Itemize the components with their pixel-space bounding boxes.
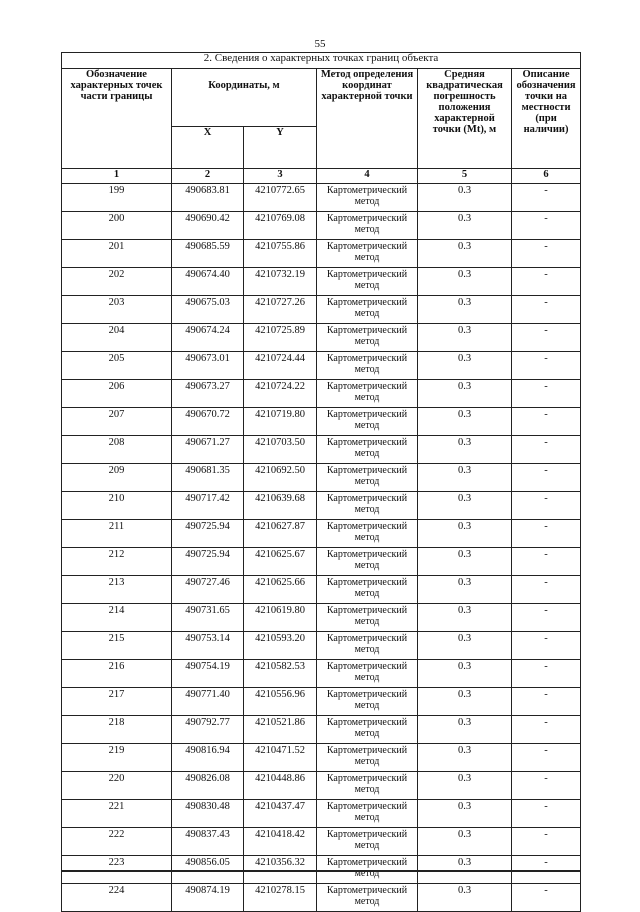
cell-y: 4210448.86: [244, 772, 317, 800]
cell-description: -: [512, 268, 581, 296]
cell-error: 0.3: [418, 604, 512, 632]
table-caption: 2. Сведения о характерных точках границ объекта: [62, 53, 581, 69]
cell-description: -: [512, 800, 581, 828]
table-row: [62, 800, 581, 828]
column-number: 5: [418, 169, 512, 184]
cell-error: 0.3: [418, 800, 512, 828]
cell-y: 4210772.65: [244, 184, 317, 212]
cell-x: 490731.65: [172, 604, 244, 632]
cell-point: 210: [62, 492, 172, 520]
cell-description: -: [512, 604, 581, 632]
cell-description: -: [512, 688, 581, 716]
cell-y: 4210724.44: [244, 352, 317, 380]
table-row: [62, 604, 581, 632]
cell-x: 490673.01: [172, 352, 244, 380]
cell-description: -: [512, 884, 581, 912]
cell-description: -: [512, 828, 581, 856]
cell-x: 490685.59: [172, 240, 244, 268]
cell-x: 490753.14: [172, 632, 244, 660]
table-row: [62, 660, 581, 688]
cell-method: Картометрический метод: [317, 184, 418, 212]
cell-method: Картометрический метод: [317, 604, 418, 632]
cell-y: 4210703.50: [244, 436, 317, 464]
cell-method: Картометрический метод: [317, 324, 418, 352]
cell-x: 490674.40: [172, 268, 244, 296]
cell-error: 0.3: [418, 716, 512, 744]
cell-y: 4210719.80: [244, 408, 317, 436]
cell-y: 4210418.42: [244, 828, 317, 856]
cell-error: 0.3: [418, 772, 512, 800]
cell-method: Картометрический метод: [317, 856, 418, 884]
cell-error: 0.3: [418, 296, 512, 324]
cell-method: Картометрический метод: [317, 800, 418, 828]
cell-error: 0.3: [418, 324, 512, 352]
cell-x: 490681.35: [172, 464, 244, 492]
table-row: [62, 828, 581, 856]
cell-y: 4210521.86: [244, 716, 317, 744]
cell-x: 490670.72: [172, 408, 244, 436]
cell-error: 0.3: [418, 632, 512, 660]
cell-method: Картометрический метод: [317, 380, 418, 408]
cell-point: 200: [62, 212, 172, 240]
cell-error: 0.3: [418, 268, 512, 296]
cell-point: 222: [62, 828, 172, 856]
cell-x: 490856.05: [172, 856, 244, 884]
cell-error: 0.3: [418, 184, 512, 212]
cell-method: Картометрический метод: [317, 240, 418, 268]
cell-y: 4210593.20: [244, 632, 317, 660]
cell-x: 490792.77: [172, 716, 244, 744]
table-row: [62, 380, 581, 408]
cell-y: 4210732.19: [244, 268, 317, 296]
cell-description: -: [512, 576, 581, 604]
table-body: [62, 184, 581, 912]
cell-error: 0.3: [418, 548, 512, 576]
cell-x: 490673.27: [172, 380, 244, 408]
header-error: Средняя квадратическая погрешность положения характерной точки (Mt), м: [418, 69, 512, 169]
cell-y: 4210727.26: [244, 296, 317, 324]
cell-error: 0.3: [418, 240, 512, 268]
cell-error: 0.3: [418, 884, 512, 912]
cell-x: 490826.08: [172, 772, 244, 800]
cell-point: 220: [62, 772, 172, 800]
cell-method: Картометрический метод: [317, 744, 418, 772]
cell-description: -: [512, 744, 581, 772]
header-method: Метод определения координат характерной точки: [317, 69, 418, 169]
cell-x: 490816.94: [172, 744, 244, 772]
cell-point: 217: [62, 688, 172, 716]
cell-point: 201: [62, 240, 172, 268]
cell-point: 199: [62, 184, 172, 212]
column-number: 3: [244, 169, 317, 184]
cell-y: 4210437.47: [244, 800, 317, 828]
cell-point: 215: [62, 632, 172, 660]
cell-y: 4210619.80: [244, 604, 317, 632]
cell-x: 490690.42: [172, 212, 244, 240]
cell-x: 490754.19: [172, 660, 244, 688]
header-coords: Координаты, м: [172, 69, 317, 127]
cell-description: -: [512, 408, 581, 436]
cell-description: -: [512, 324, 581, 352]
table-row: [62, 520, 581, 548]
cell-point: 216: [62, 660, 172, 688]
cell-y: 4210356.32: [244, 856, 317, 884]
cell-y: 4210556.96: [244, 688, 317, 716]
cell-error: 0.3: [418, 436, 512, 464]
cell-x: 490683.81: [172, 184, 244, 212]
cell-y: 4210755.86: [244, 240, 317, 268]
cell-error: 0.3: [418, 744, 512, 772]
cell-point: 207: [62, 408, 172, 436]
table-row: [62, 352, 581, 380]
cell-point: 211: [62, 520, 172, 548]
cell-error: 0.3: [418, 520, 512, 548]
cell-error: 0.3: [418, 576, 512, 604]
table-row: [62, 632, 581, 660]
cell-point: 219: [62, 744, 172, 772]
cell-y: 4210582.53: [244, 660, 317, 688]
cell-method: Картометрический метод: [317, 212, 418, 240]
cell-method: Картометрический метод: [317, 352, 418, 380]
cell-y: 4210625.67: [244, 548, 317, 576]
cell-y: 4210278.15: [244, 884, 317, 912]
cell-description: -: [512, 380, 581, 408]
table-row: [62, 296, 581, 324]
cell-description: -: [512, 548, 581, 576]
cell-description: -: [512, 212, 581, 240]
cell-method: Картометрический метод: [317, 576, 418, 604]
cell-point: 223: [62, 856, 172, 884]
cell-x: 490727.46: [172, 576, 244, 604]
column-number: 2: [172, 169, 244, 184]
cell-error: 0.3: [418, 660, 512, 688]
cell-description: -: [512, 632, 581, 660]
cell-y: 4210639.68: [244, 492, 317, 520]
table-row: [62, 688, 581, 716]
cell-point: 202: [62, 268, 172, 296]
cell-x: 490830.48: [172, 800, 244, 828]
cell-error: 0.3: [418, 212, 512, 240]
cell-point: 218: [62, 716, 172, 744]
table-row: [62, 436, 581, 464]
cell-description: -: [512, 520, 581, 548]
cell-description: -: [512, 184, 581, 212]
cell-method: Картометрический метод: [317, 884, 418, 912]
cell-point: 204: [62, 324, 172, 352]
cell-point: 224: [62, 884, 172, 912]
cell-x: 490717.42: [172, 492, 244, 520]
cell-point: 213: [62, 576, 172, 604]
cell-description: -: [512, 716, 581, 744]
cell-method: Картометрический метод: [317, 464, 418, 492]
cell-method: Картометрический метод: [317, 436, 418, 464]
table-row: [62, 576, 581, 604]
cell-y: 4210627.87: [244, 520, 317, 548]
cell-error: 0.3: [418, 688, 512, 716]
cell-error: 0.3: [418, 352, 512, 380]
table-row: [62, 884, 581, 912]
cell-method: Картометрический метод: [317, 660, 418, 688]
cell-method: Картометрический метод: [317, 268, 418, 296]
cell-x: 490671.27: [172, 436, 244, 464]
table-row: [62, 324, 581, 352]
cell-point: 221: [62, 800, 172, 828]
cell-method: Картометрический метод: [317, 492, 418, 520]
cell-method: Картометрический метод: [317, 632, 418, 660]
cell-method: Картометрический метод: [317, 716, 418, 744]
cell-point: 208: [62, 436, 172, 464]
cell-method: Картометрический метод: [317, 772, 418, 800]
cell-y: 4210625.66: [244, 576, 317, 604]
boundary-points-table: [61, 52, 581, 912]
cell-x: 490675.03: [172, 296, 244, 324]
cell-point: 206: [62, 380, 172, 408]
cell-y: 4210471.52: [244, 744, 317, 772]
cell-description: -: [512, 240, 581, 268]
cell-x: 490725.94: [172, 520, 244, 548]
table-row: [62, 240, 581, 268]
cell-description: -: [512, 352, 581, 380]
cell-point: 203: [62, 296, 172, 324]
table-row: [62, 184, 581, 212]
cell-x: 490725.94: [172, 548, 244, 576]
cell-method: Картометрический метод: [317, 520, 418, 548]
cell-description: -: [512, 464, 581, 492]
cell-x: 490874.19: [172, 884, 244, 912]
cell-method: Картометрический метод: [317, 548, 418, 576]
cell-y: 4210724.22: [244, 380, 317, 408]
cell-y: 4210725.89: [244, 324, 317, 352]
table-row: [62, 744, 581, 772]
cell-method: Картометрический метод: [317, 688, 418, 716]
table-row: [62, 492, 581, 520]
cell-method: Картометрический метод: [317, 828, 418, 856]
cell-y: 4210769.08: [244, 212, 317, 240]
cell-description: -: [512, 660, 581, 688]
table-row: [62, 716, 581, 744]
table-row: [62, 548, 581, 576]
table-row: [62, 464, 581, 492]
cell-description: -: [512, 772, 581, 800]
cell-method: Картометрический метод: [317, 408, 418, 436]
header-x: X: [172, 127, 244, 169]
cell-point: 209: [62, 464, 172, 492]
cell-x: 490771.40: [172, 688, 244, 716]
table-row: [62, 772, 581, 800]
cell-error: 0.3: [418, 464, 512, 492]
cell-error: 0.3: [418, 408, 512, 436]
cell-error: 0.3: [418, 380, 512, 408]
cell-method: Картометрический метод: [317, 296, 418, 324]
cell-error: 0.3: [418, 828, 512, 856]
header-description: Описание обозначения точки на местности (при наличии): [512, 69, 581, 169]
cell-point: 212: [62, 548, 172, 576]
page-number: 55: [314, 38, 326, 50]
cell-x: 490837.43: [172, 828, 244, 856]
cell-error: 0.3: [418, 856, 512, 884]
cell-description: -: [512, 296, 581, 324]
cell-description: -: [512, 436, 581, 464]
cell-x: 490674.24: [172, 324, 244, 352]
cell-point: 214: [62, 604, 172, 632]
bottom-rule: [61, 870, 580, 872]
cell-point: 205: [62, 352, 172, 380]
column-number: 4: [317, 169, 418, 184]
cell-description: -: [512, 492, 581, 520]
column-number: 6: [512, 169, 581, 184]
cell-description: -: [512, 856, 581, 884]
header-y: Y: [244, 127, 317, 169]
table-row: [62, 408, 581, 436]
table-row: [62, 212, 581, 240]
header-point: Обозначение характерных точек части границы: [62, 69, 172, 169]
cell-error: 0.3: [418, 492, 512, 520]
column-number: 1: [62, 169, 172, 184]
cell-y: 4210692.50: [244, 464, 317, 492]
table-row: [62, 268, 581, 296]
